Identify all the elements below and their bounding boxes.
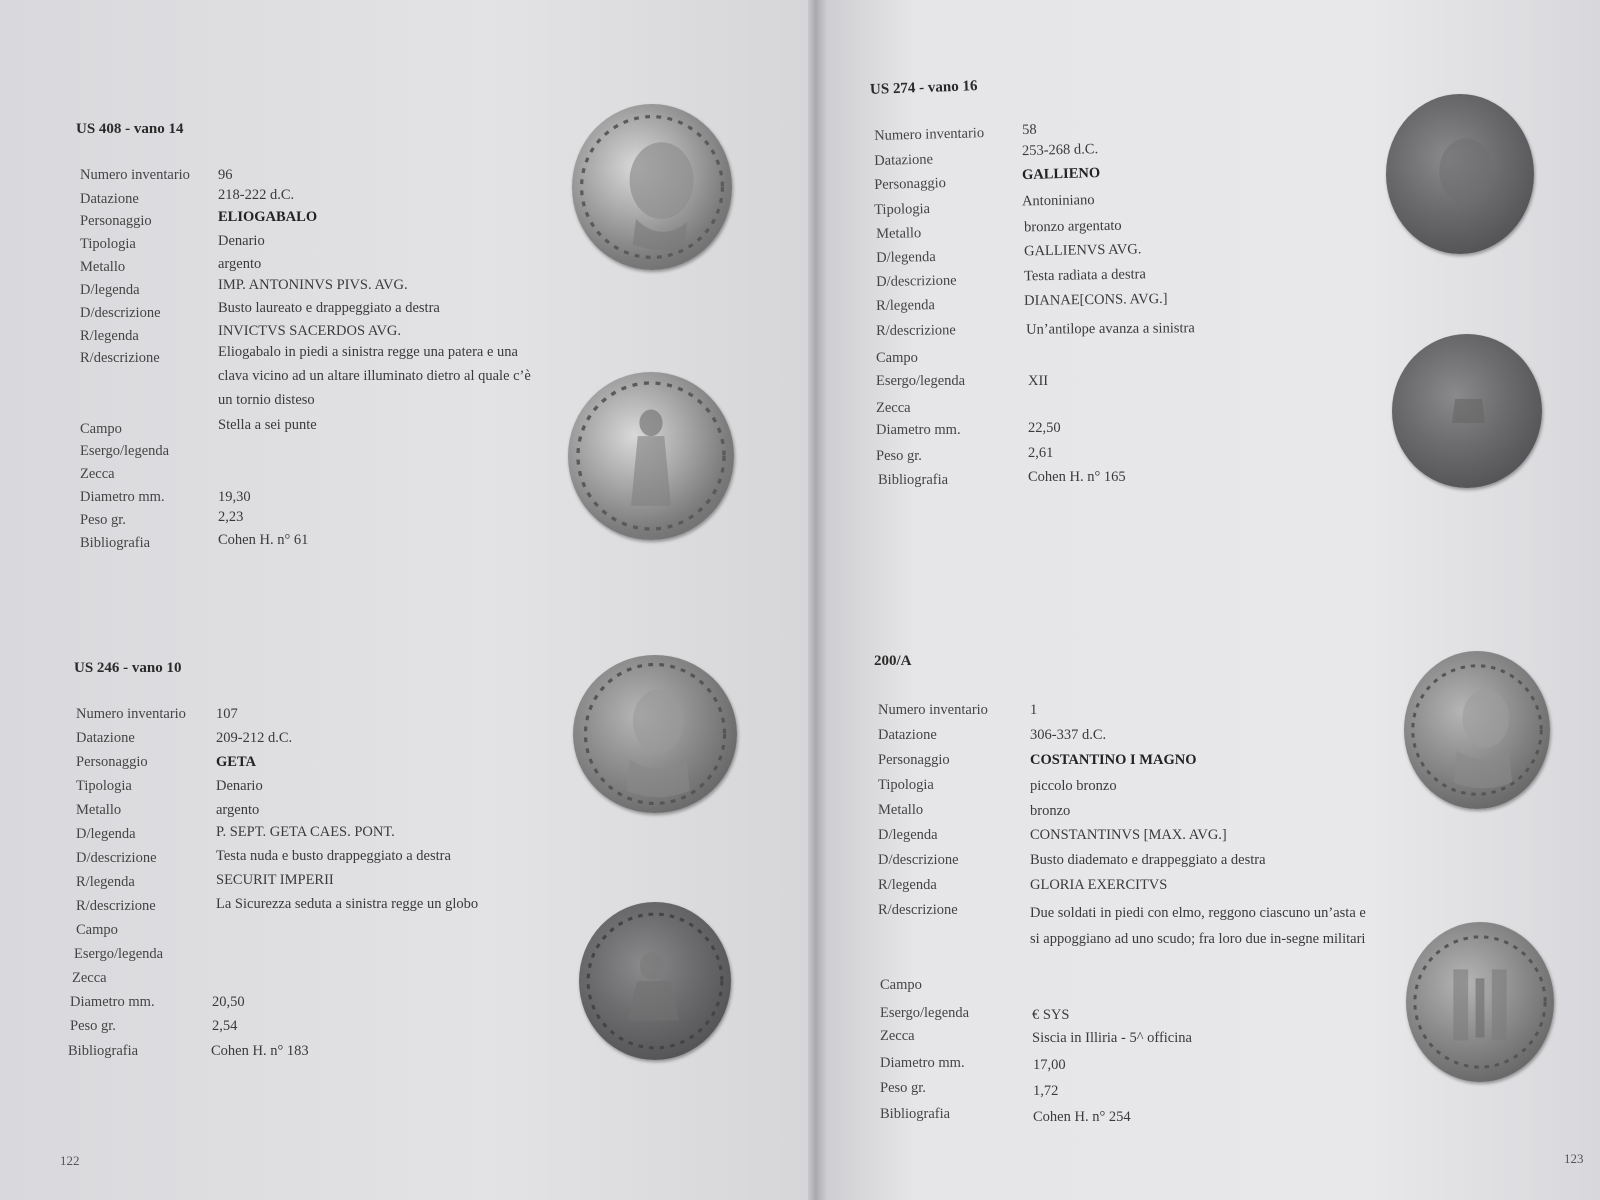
field-label: Diametro mm. [880,1055,965,1071]
coin-obverse-image [1404,651,1550,809]
field-label: Personaggio [80,213,152,229]
page-number-right: 123 [1564,1151,1584,1166]
coin-obverse-image [573,655,737,813]
field-value: Busto laureato e drappeggiato a destra [218,300,440,316]
field-label: Bibliografia [80,535,151,551]
field-label: Personaggio [874,175,947,193]
field-value: Cohen H. n° 254 [1033,1109,1131,1125]
field-value: CONSTANTINVS [MAX. AVG.] [1030,827,1227,843]
field-label: Zecca [80,466,115,482]
entry-title: 200/A [874,653,912,669]
field-label: R/legenda [76,874,135,890]
field-label: D/descrizione [878,852,959,868]
field-value: 209-212 d.C. [216,730,293,746]
field-value: DIANAE[CONS. AVG.] [1023,290,1168,309]
coin-obverse-image [572,104,732,270]
diademed-bust-icon [1404,651,1550,809]
field-label: D/descrizione [876,272,957,290]
field-value: Denario [218,233,265,249]
field-value: Un’antilope avanza a sinistra [1025,320,1195,338]
field-label: Numero inventario [878,702,988,718]
field-label: Zecca [876,400,911,416]
field-label: Campo [880,977,922,993]
field-value: 17,00 [1033,1057,1066,1073]
field-label: Peso gr. [876,448,922,464]
field-value: Cohen H. n° 165 [1028,469,1126,485]
field-label: Metallo [876,225,922,242]
field-value: 107 [216,706,238,722]
field-label: Diametro mm. [80,489,165,505]
field-label: Diametro mm. [876,422,961,438]
field-value: Cohen H. n° 183 [211,1043,309,1059]
field-value: GALLIENO [1021,165,1101,184]
field-value: Siscia in Illiria - 5^ officina [1032,1030,1192,1046]
field-value: 1 [1030,702,1038,718]
field-label: Campo [76,922,118,938]
field-label: R/descrizione [80,350,160,366]
field-value: La Sicurezza seduta a sinistra regge un globo [216,896,479,912]
field-value: bronzo [1030,803,1071,819]
field-label: Esergo/legenda [74,946,164,962]
entry-title: US 274 - vano 16 [869,78,978,98]
page-number-left: 122 [60,1153,80,1168]
field-label: D/legenda [876,248,936,266]
portrait-bust-icon [573,655,737,813]
field-value: 306-337 d.C. [1030,727,1107,743]
field-value: INVICTVS SACERDOS AVG. [218,323,402,339]
field-value: ELIOGABALO [218,209,318,225]
field-label: R/legenda [878,877,937,893]
field-label: Metallo [878,802,924,818]
field-value: Denario [216,778,263,794]
radiate-head-icon [1386,94,1534,254]
field-value: IMP. ANTONINVS PIVS. AVG. [218,277,408,293]
field-label: Numero inventario [76,706,186,722]
field-label: D/descrizione [76,850,157,866]
field-label: Datazione [878,727,937,743]
field-label: Datazione [874,151,934,169]
field-label: Numero inventario [80,167,190,183]
field-label: Datazione [80,191,139,207]
field-value: Testa radiata a destra [1023,266,1146,285]
field-label: Campo [876,350,918,366]
field-value: 218-222 d.C. [218,187,295,203]
field-value: 58 [1021,121,1037,139]
field-label: R/legenda [80,328,139,344]
field-label: Bibliografia [878,472,949,488]
field-value: argento [218,256,262,272]
field-label: D/descrizione [80,305,161,321]
field-label: Esergo/legenda [876,373,966,389]
field-value: GETA [216,754,257,770]
coin-reverse-image [1406,922,1554,1082]
entry-title: US 408 - vano 14 [76,121,184,137]
field-value: 19,30 [218,489,251,505]
field-value: 96 [218,167,233,183]
field-label: Tipologia [80,236,136,252]
field-value: 20,50 [212,994,245,1010]
seated-figure-icon [579,902,731,1060]
entry-title: US 246 - vano 10 [74,660,182,676]
field-value: P. SEPT. GETA CAES. PONT. [216,824,395,840]
antelope-icon [1392,334,1542,488]
field-label: Peso gr. [880,1080,926,1096]
field-value: Cohen H. n° 61 [218,532,309,548]
field-value: 2,54 [212,1018,238,1034]
field-value: € SYS [1032,1007,1070,1023]
field-value: Testa nuda e busto drappeggiato a destra [216,848,451,864]
field-value: Eliogabalo in piedi a sinistra regge una patera e una clava vicino ad un altare illuminato dietro al quale c’è un tornio disteso [218,344,531,408]
two-soldiers-icon [1406,922,1554,1082]
field-value: Stella a sei punte [218,417,317,433]
field-value: piccolo bronzo [1030,778,1117,794]
field-value: argento [216,802,260,818]
field-value: 253-268 d.C. [1021,141,1099,160]
coin-reverse-image [1392,334,1542,488]
field-label: R/descrizione [878,902,958,918]
field-label: Tipologia [76,778,132,794]
field-value: XII [1028,373,1049,389]
field-label: Zecca [72,970,107,986]
field-value: bronzo argentato [1023,217,1122,236]
field-value: Due soldati in piedi con elmo, reggono ciascuno un’asta e si appoggiano ad uno scudo; fra loro due in-segne militari [1030,905,1366,947]
field-label: D/legenda [80,282,140,298]
field-label: Datazione [76,730,135,746]
field-label: Bibliografia [68,1043,139,1059]
field-value: Busto diademato e drappeggiato a destra [1030,852,1266,868]
field-label: R/legenda [876,297,936,314]
field-value: SECURIT IMPERII [216,872,334,888]
book-gutter [808,0,828,1200]
field-value: GLORIA EXERCITVS [1030,877,1168,893]
field-label: Diametro mm. [70,994,155,1010]
field-label: Personaggio [76,754,148,770]
coin-obverse-image [1386,94,1534,254]
field-label: Numero inventario [874,125,985,144]
field-value: 1,72 [1033,1083,1059,1099]
field-value: 22,50 [1028,420,1061,436]
field-label: Bibliografia [880,1106,951,1122]
field-label: D/legenda [878,827,938,843]
field-label: Peso gr. [70,1018,116,1034]
field-value: COSTANTINO I MAGNO [1030,752,1197,768]
field-label: Metallo [76,802,122,818]
coin-reverse-image [579,902,731,1060]
portrait-head-icon [572,104,732,270]
field-label: Zecca [880,1028,915,1044]
field-label: Personaggio [878,752,950,768]
field-label: Esergo/legenda [80,443,170,459]
coin-reverse-image [568,372,734,540]
field-value: GALLIENVS AVG. [1023,241,1142,260]
field-label: Peso gr. [80,512,126,528]
field-value: 2,61 [1028,445,1054,461]
field-label: Campo [80,421,122,437]
field-label: R/descrizione [76,898,156,914]
field-value: Antoniniano [1021,192,1095,210]
field-label: Tipologia [878,777,934,793]
standing-figure-icon [568,372,734,540]
field-label: D/legenda [76,826,136,842]
field-label: Esergo/legenda [880,1005,970,1021]
field-label: Tipologia [874,201,931,218]
field-label: R/descrizione [876,322,956,339]
field-value: 2,23 [218,509,244,525]
field-label: Metallo [80,259,126,275]
